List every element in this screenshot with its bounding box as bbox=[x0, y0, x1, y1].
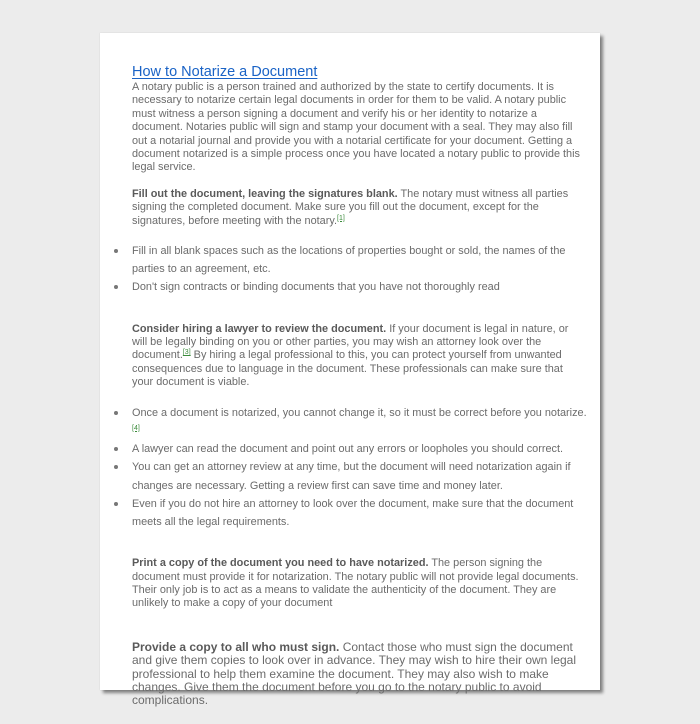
list-item-text: Fill in all blank spaces such as the locations of properties bought or sold, the names of the parties to an agreement, etc. bbox=[132, 245, 566, 276]
bullet-icon bbox=[114, 285, 118, 289]
list-item-text: Once a document is notarized, you cannot change it, so it must be correct before you notarize. bbox=[132, 406, 587, 419]
intro-paragraph: A notary public is a person trained and authorized by the state to certify documents. It is necessary to notarize certain legal documents in order for them to be valid. A notary public must witness a person signing a document and verify his or her identity to notarize a document. Notaries public will sign and stamp your document with a seal. They may also fill out a notarial journal and provide you with a notarial certificate for your document. Getting a document notarized is a simple process once you have located a notary public to provide this legal service. bbox=[132, 81, 580, 174]
reference-link[interactable]: [4] bbox=[132, 424, 140, 432]
section-body: If your document is legal in nature, or will be legally binding on you or other parties, you may wish an attorney look over the document. bbox=[132, 322, 569, 362]
section-provide-copy bbox=[132, 641, 584, 708]
list-item bbox=[114, 495, 588, 531]
section-heading: Consider hiring a lawyer to review the document. bbox=[132, 322, 387, 335]
section-heading: Provide a copy to all who must sign. bbox=[132, 639, 340, 654]
section-body: The notary must witness all parties signing the completed document. Make sure you fill out the document, except for the signatures, before meeting with the notary. bbox=[132, 187, 569, 227]
list-item bbox=[114, 404, 588, 440]
document-title[interactable]: How to Notarize a Document bbox=[132, 64, 318, 80]
section-heading: Print a copy of the document you need to have notarized. bbox=[132, 557, 429, 570]
section-body: Contact those who must sign the document and give them copies to look over in advance. They may wish to hire their own legal professional to help them examine the document. They may also wish to make changes. Give them the document before you go to the notary public to avoid complications. bbox=[132, 639, 577, 708]
list-item bbox=[114, 242, 588, 278]
list-item bbox=[114, 278, 588, 296]
document-page bbox=[100, 33, 600, 708]
section-heading: Fill out the document, leaving the signatures blank. bbox=[132, 187, 398, 200]
list-item bbox=[114, 458, 588, 494]
bullet-icon bbox=[114, 249, 118, 253]
section-body: The person signing the document must provide it for notarization. The notary public will not provide legal documents. Their only job is to act as a means to validate the authenticity of the document. They are unlikely to make a copy of your document bbox=[132, 557, 579, 610]
list-item-text: Don't sign contracts or binding documents that you have not thoroughly read bbox=[132, 281, 500, 294]
section-fill-out bbox=[132, 188, 584, 228]
reference-link[interactable]: [3] bbox=[182, 349, 191, 357]
bullet-list bbox=[114, 404, 588, 531]
list-item bbox=[114, 440, 588, 458]
section-print-copy bbox=[132, 557, 584, 611]
list-item-text: A lawyer can read the document and point out any errors or loopholes you should correct. bbox=[132, 443, 564, 456]
bullet-icon bbox=[114, 411, 118, 415]
bullet-icon bbox=[114, 465, 118, 469]
bullet-icon bbox=[114, 502, 118, 506]
bullet-icon bbox=[114, 447, 118, 451]
reference-link[interactable]: [1] bbox=[337, 214, 345, 222]
section-body: By hiring a legal professional to this, you can protect yourself from unwanted consequences due to language in the document. These professionals can make sure that your document is viable. bbox=[132, 349, 563, 389]
bullet-list bbox=[114, 242, 588, 297]
document-content bbox=[132, 63, 587, 708]
list-item-text: Even if you do not hire an attorney to look over the document, make sure that the document meets all the legal requirements. bbox=[132, 497, 574, 528]
list-item-text: You can get an attorney review at any time, but the document will need notarization again if changes are necessary. Getting a review first can save time and money later. bbox=[132, 461, 571, 492]
section-hire-lawyer bbox=[132, 323, 584, 390]
